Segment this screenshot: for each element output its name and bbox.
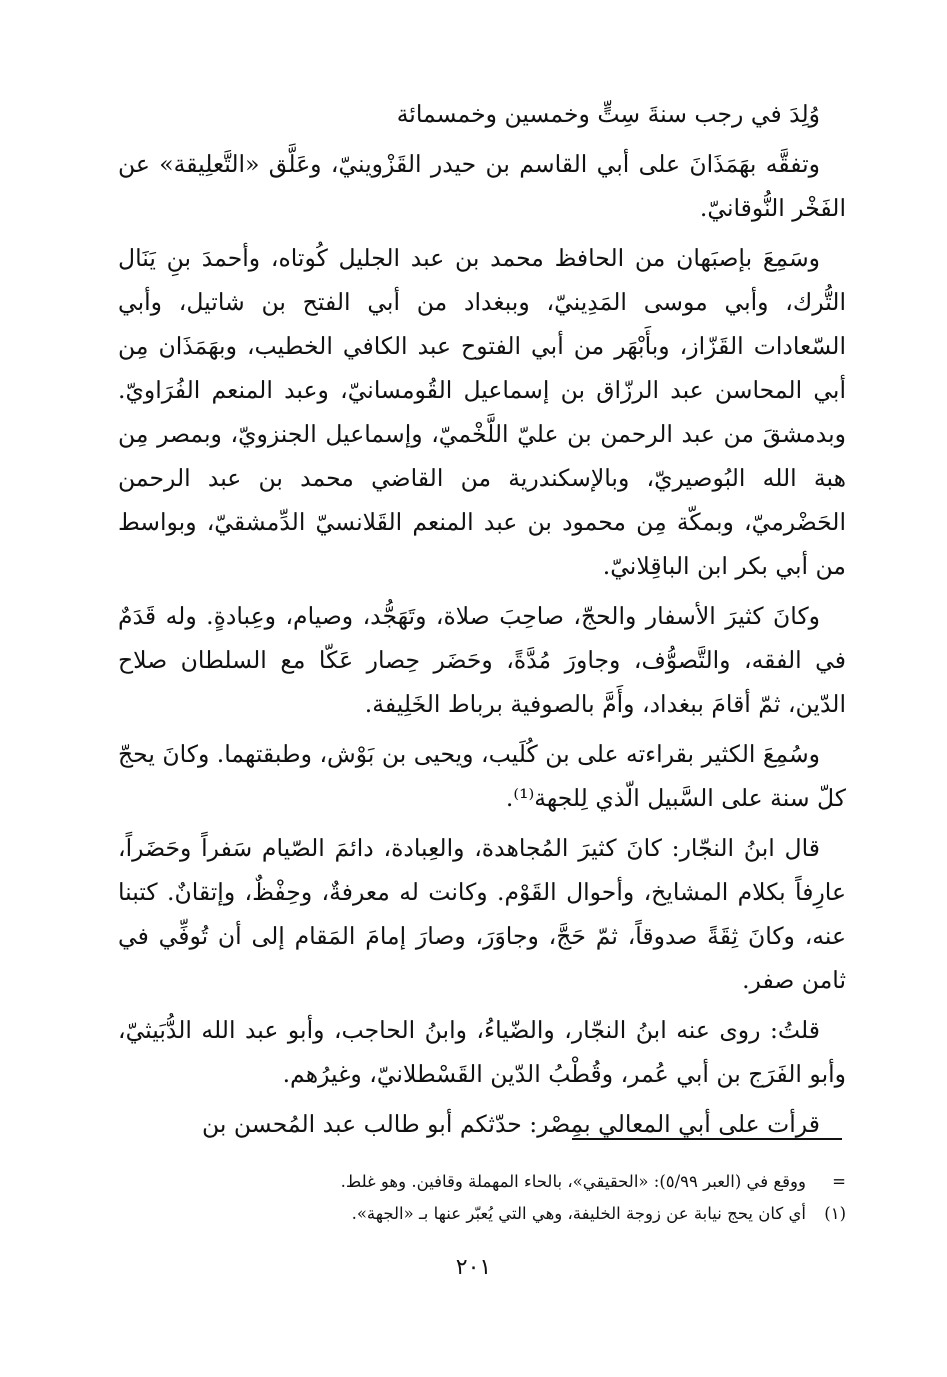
paragraph-hearing: وسُمِعَ الكثير بقراءته على بن كُلَيب، ويحيى بن بَوْش، وطبقتهما. وكانَ يحجّ كلّ سنة على السَّبيل الّذي لِلجهة⁽¹⁾. xyxy=(118,740,846,812)
paragraph-chain: قرأت على أبي المعالي بمِصْر: حدّثكم أبو طالب عبد المُحسن بن xyxy=(201,1110,820,1138)
paragraph-birth: وُلِدَ في رجب سنةَ سِتٍّ وخمسين وخمسمائة xyxy=(396,100,820,128)
paragraph-character: وكانَ كثيرَ الأسفار والحجّ، صاحِبَ صلاة، وتَهَجُّد، وصيام، وعِبادةٍ. وله قَدَمٌ في الفقه، والتَّصوُّف، وجاورَ مُدَّةً، وحَضَر حِصار عَكّا مع السلطان صلاح الدّين، ثمّ أقامَ ببغداد، وأَمَّ بالصوفية برباط الخَلِيفة. xyxy=(118,602,846,718)
footnote-item xyxy=(200,1198,846,1230)
paragraph-study: وتفقَّه بهَمَذَانَ على أبي القاسم بن حيدر القَزْوينيّ، وعَلَّق «التَّعلِيقة» عن الفَخْر النُّوقانيّ. xyxy=(118,150,846,222)
footnote-divider xyxy=(572,1138,842,1140)
paragraph-teachers: وسَمِعَ بإصبَهان من الحافظ محمد بن عبد الجليل كُوتاه، وأحمدَ بنِ يَنَال التُّرك، وأبي موسى المَدِينيّ، وببغداد من أبي الفتح بن شاتيل، وأبي السّعادات القَزّاز، وبأَبْهَر من أبي الفتوح عبد الكافي الخطيب، وبهَمَذَان مِن أبي المحاسن عبد الرزّاق بن إسماعيل القُومسانيّ، وعبد المنعم الفُرَاويّ. وبدمشقَ من عبد الرحمن بن عليّ اللَّخْميّ، وإسماعيل الجنزويّ، وبمصر مِن هبة الله البُوصيريّ، وبالإسكندرية من القاضي محمد بن عبد الرحمن الحَضْرميّ، وبمكّة مِن محمود بن عبد المنعم القَلانسيّ الدِّمشقيّ، وبواسط من أبي بكر ابن الباقِلانيّ. xyxy=(118,244,846,580)
paragraph-narrators: قلتُ: روى عنه ابنُ النجّار، والضّياءُ، وابنُ الحاجب، وأبو عبد الله الدُّبَيثيّ، وأبو الفَرَج بن أبي عُمر، وقُطْبُ الدّين القَسْطلانيّ، وغيرُهم. xyxy=(118,1016,846,1088)
footnote-text: أي كان يحج نيابة عن زوجة الخليفة، وهي التي يُعبّر عنها بـ «الجهة». xyxy=(351,1204,806,1223)
paragraph-ibn-najjar: قال ابنُ النجّار: كانَ كثيرَ المُجاهدة، والعِبادة، دائمَ الصّيام سَفراً وحَضَراً، عارِفاً بكلام المشايخ، وأحوال القَوْم. وكانت له معرفةٌ، وحِفْظٌ، وإتقانٌ. كتبنا عنه، وكانَ ثِقَةً صدوقاً، ثمّ حَجَّ، وجاوَرَ، وصارَ إمامَ المَقام إلى أن تُوفِّي في ثامن صفر. xyxy=(118,834,846,994)
footnotes xyxy=(200,1166,846,1230)
main-text xyxy=(118,92,846,1152)
footnote-mark: (١) xyxy=(824,1204,846,1223)
footnote-item xyxy=(200,1166,846,1198)
footnote-mark: = xyxy=(832,1172,846,1191)
page-number: ٢٠١ xyxy=(455,1255,492,1280)
footnote-text: ووقع في (العبر ٥/٩٩): «الحقيقي»، بالحاء المهملة وقافين. وهو غلط. xyxy=(340,1172,806,1191)
